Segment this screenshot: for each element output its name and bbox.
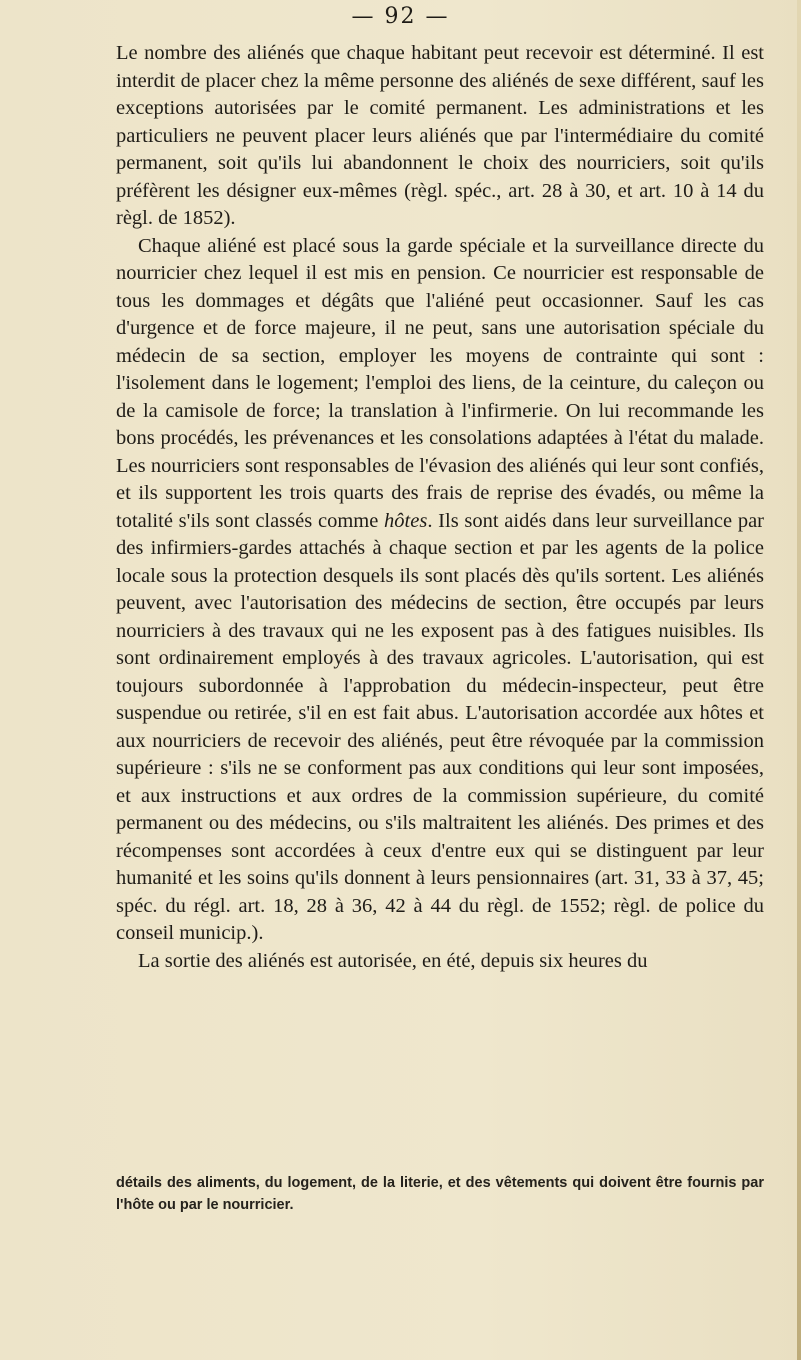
emphasis-hotes: hôtes: [384, 509, 428, 532]
paragraph-placement-rules: Le nombre des aliénés que chaque habitant peut recevoir est déterminé. Il est interdit de placer chez la même personne des aliénés de sexe différent, sauf les exceptions autorisées par le comité permanent. Les administrations et les particuliers ne peuvent placer leurs aliénés que par l'intermédiaire du comité permanent, soit qu'ils lui abandonnent le choix des nourriciers, soit qu'ils préfèrent les désigner eux-mêmes (règl. spéc., art. 28 à 30, et art. 10 à 14 du règl. de 1852).: [116, 42, 764, 229]
footnote: détails des aliments, du logement, de la literie, et des vêtements qui doivent être fournis par l'hôte ou par le nourricier.: [116, 1175, 764, 1213]
paragraph-outings: La sortie des aliénés est autorisée, en été, depuis six heures du: [138, 949, 648, 972]
page-edge: [797, 0, 801, 1360]
body-text: [116, 40, 764, 975]
paragraph-guardianship-part-2: . Ils sont aidés dans leur surveillance par des infirmiers-gardes attachés à chaque section et par les agents de la police locale sous la protection desquels ils sont placés dès qu'ils sortent. Les aliénés peuvent, avec l'autorisation des médecins de section, être occupés par leurs nourriciers à des travaux qui ne les exposent pas à des fatigues nuisibles. Ils sont ordinairement employés à des travaux agricoles. L'autorisation, qui est toujours subordonnée à l'approbation du médecin-inspecteur, peut être suspendue ou retirée, s'il en est fait abus. L'autorisation accordée aux hôtes et aux nourriciers de recevoir des aliénés, peut être révoquée par la commission supérieure : s'ils ne se conforment pas aux conditions qui leur sont imposées, et aux instructions et aux ordres de la commission supérieure, du comité permanent ou des médecins, ou s'ils maltraitent les aliénés. Des primes et des récompenses sont accordées à ceux d'entre eux qui se distinguent par leur humanité et les soins qu'ils donnent à leurs pensionnaires (art. 31, 33 à 37, 45; spéc. du régl. art. 18, 28 à 36, 42 à 44 du règl. de 1552; règl. de police du conseil municip.).: [116, 509, 764, 944]
paragraph-guardianship: [116, 233, 764, 948]
paragraph-guardianship-part-1: Chaque aliéné est placé sous la garde spéciale et la surveillance directe du nourricier chez lequel il est mis en pension. Ce nourricier est responsable de tous les dommages et dégâts que l'aliéné peut occasionner. Sauf les cas d'urgence et de force majeure, il ne peut, sans une autorisation spéciale du médecin de sa section, employer les moyens de contrainte qui sont : l'isolement dans le logement; l'emploi des liens, de la ceinture, du caleçon ou de la camisole de force; la translation à l'infirmerie. On lui recommande les bons procédés, les prévenances et les consolations adaptées à l'état du malade. Les nourriciers sont responsables de l'évasion des aliénés qui leur sont confiés, et ils supportent les trois quarts des frais de reprise des évadés, ou même la totalité s'ils sont classés comme: [116, 234, 764, 532]
page-number: — 92 —: [351, 4, 450, 29]
